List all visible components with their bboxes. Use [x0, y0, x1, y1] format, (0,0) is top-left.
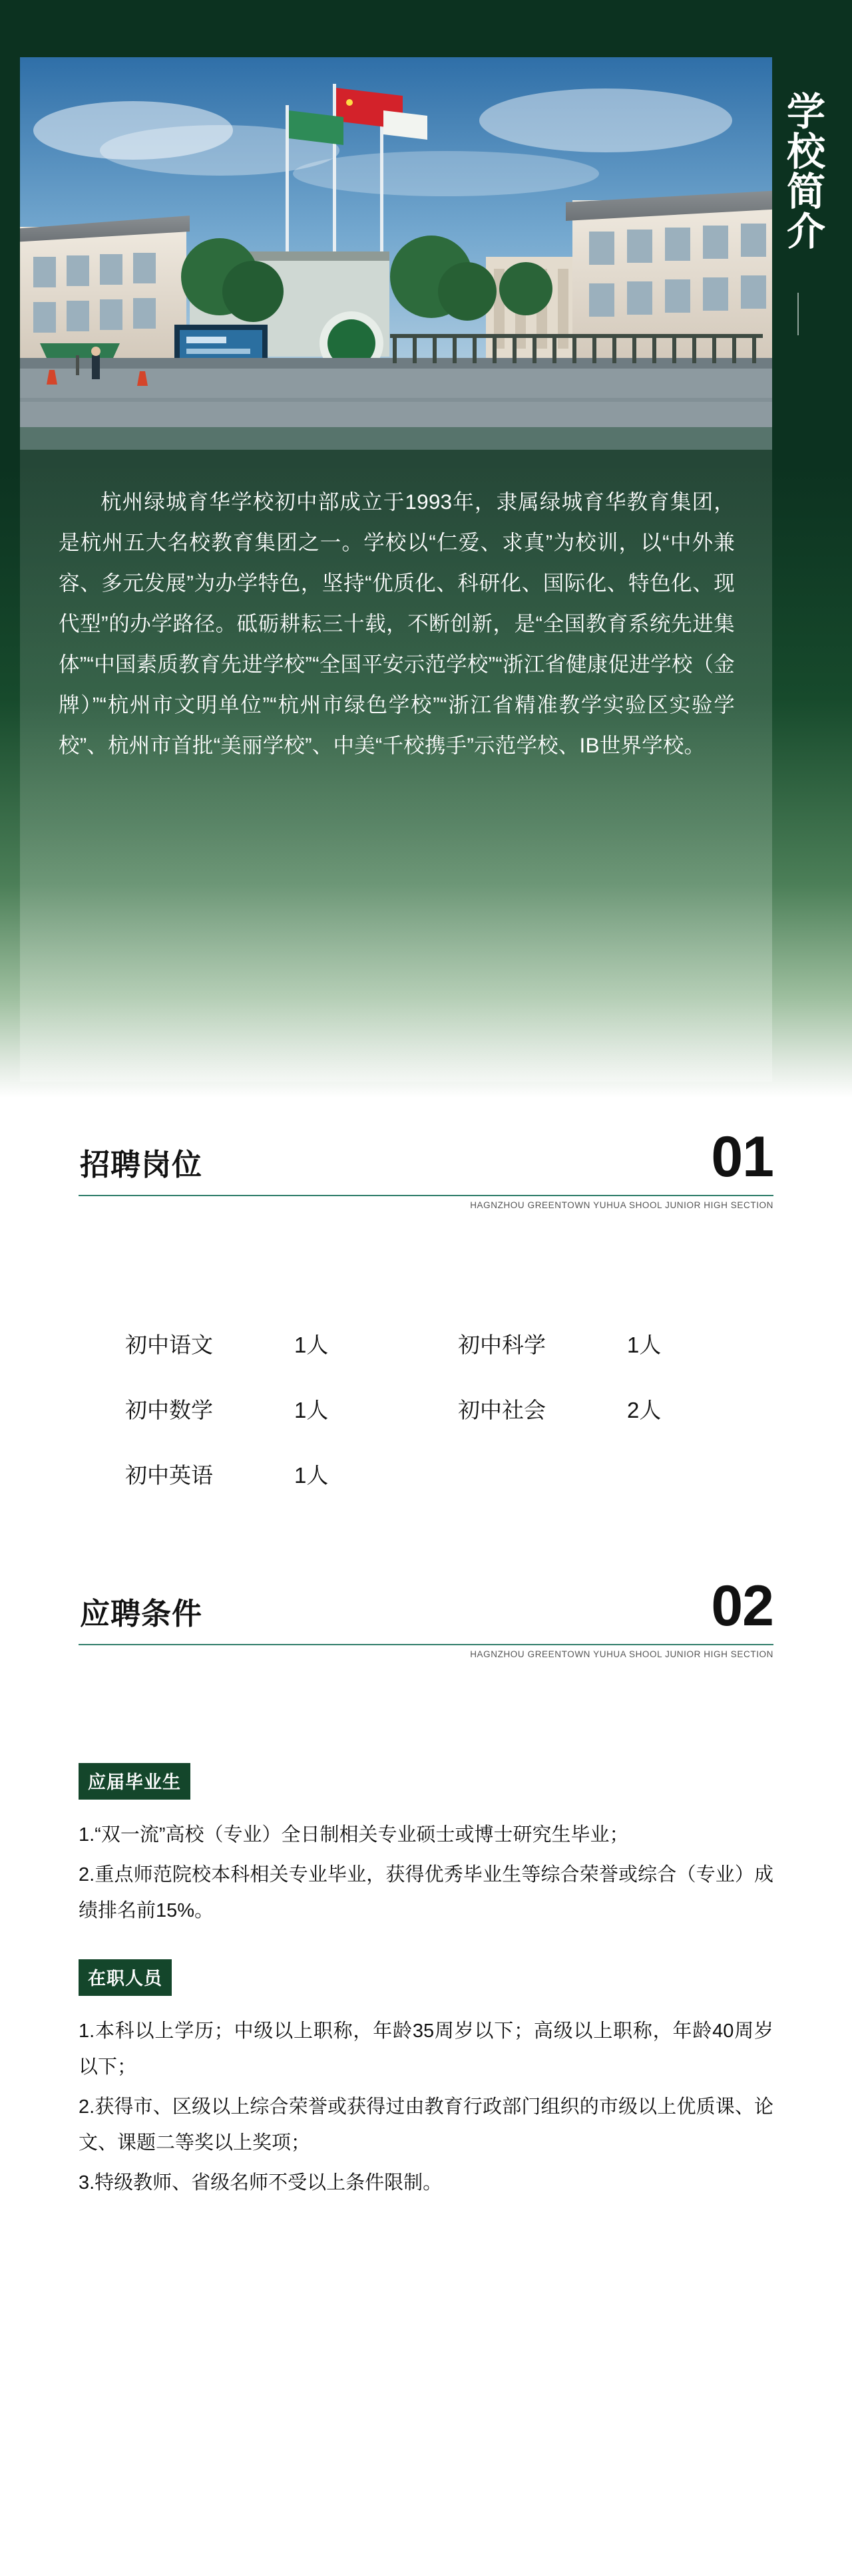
job-name: 初中数学 [125, 1397, 213, 1422]
campus-photo [20, 57, 772, 450]
job-name: 初中科学 [458, 1332, 546, 1357]
requirement-item: 1.本科以上学历；中级以上职称，年龄35周岁以下；高级以上职称，年龄40周岁以下； [79, 2020, 773, 2078]
requirements-spacer [79, 1933, 773, 1959]
section-jobs-divider [79, 1195, 773, 1196]
jobs-grid [40, 1311, 812, 1506]
section-requirements [0, 1574, 852, 1660]
campus-photo-illustration [20, 57, 772, 450]
section-requirements-subtitle: HAGNZHOU GREENTOWN YUHUA SHOOL JUNIOR HIGH SECTION [470, 1649, 773, 1659]
job-name-empty [419, 1441, 619, 1506]
job-count-empty [619, 1441, 752, 1506]
job-count: 1人 [294, 1332, 329, 1357]
section-requirements-number: 02 [711, 1574, 773, 1638]
requirements-inner [40, 1763, 812, 2201]
job-name: 初中英语 [125, 1462, 213, 1488]
jobs-table [0, 1311, 852, 1506]
title-divider [797, 293, 799, 335]
section-requirements-title: 应聘条件 [80, 1597, 203, 1631]
requirements-tag-graduates: 应届毕业生 [79, 1763, 190, 1800]
hero-band [0, 0, 852, 1098]
requirement-item: 2.重点师范院校本科相关专业毕业，获得优秀毕业生等综合荣誉或综合（专业）成绩排名前15%。 [79, 1864, 773, 1921]
requirements-body [0, 1763, 852, 2205]
school-intro-text: 杭州绿城育华学校初中部成立于1993年，隶属绿城育华教育集团，是杭州五大名校教育集团之一。学校以“仁爱、求真”为校训，以“中外兼容、多元发展”为办学特色，坚持“优质化、科研化、国际化、特色化、现代型”的办学路径。砥砺耕耘三十载，不断创新，是“全国教育系统先进集体”“中国素质教育先进学校”“全国平安示范学校”“浙江省健康促进学校（金牌）”“杭州市文明单位”“杭州市绿色学校”“浙江省精准教学实验区实验学校”、杭州市首批“美丽学校”、中美“千校携手”示范学校、IB世界学校。 [59, 490, 735, 757]
job-name: 初中语文 [125, 1332, 213, 1357]
job-count: 1人 [294, 1397, 329, 1422]
section-jobs [0, 1125, 852, 1211]
job-count: 1人 [627, 1332, 662, 1357]
section-requirements-divider [79, 1644, 773, 1645]
requirement-item: 1.“双一流”高校（专业）全日制相关专业硕士或博士研究生毕业； [79, 1824, 629, 1846]
job-count: 1人 [294, 1462, 329, 1488]
section-jobs-number: 01 [711, 1125, 773, 1189]
requirement-item: 2.获得市、区级以上综合荣誉或获得过由教育行政部门组织的市级以上优质课、论文、课题二等奖以上奖项； [79, 2096, 773, 2154]
section-jobs-header [40, 1125, 812, 1211]
section-jobs-title: 招聘岗位 [80, 1148, 203, 1182]
school-intro-block [20, 450, 772, 1082]
section-requirements-header [40, 1574, 812, 1660]
job-name: 初中社会 [458, 1397, 546, 1422]
hero-inner [0, 0, 852, 1098]
job-count: 2人 [627, 1397, 662, 1422]
page-title: 学校简介 [781, 91, 824, 251]
requirement-item: 3.特级教师、省级名师不受以上条件限制。 [79, 2172, 443, 2193]
section-jobs-subtitle: HAGNZHOU GREENTOWN YUHUA SHOOL JUNIOR HIGH SECTION [470, 1200, 773, 1210]
requirements-tag-inservice: 在职人员 [79, 1959, 172, 1996]
